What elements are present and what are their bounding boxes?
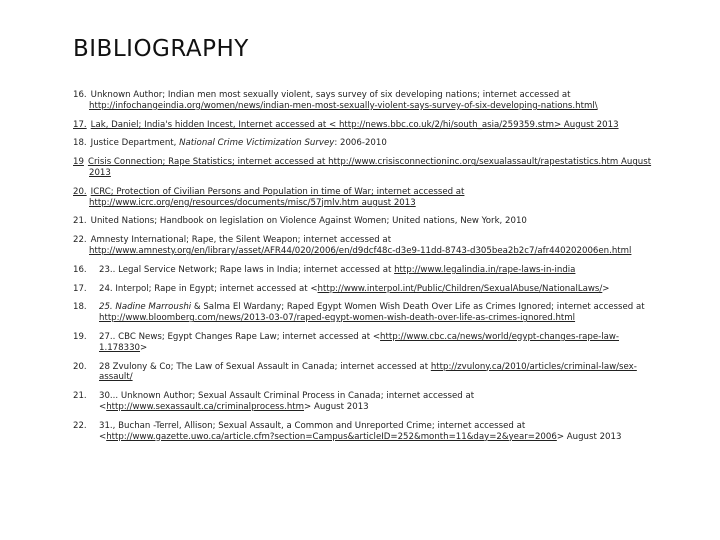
entry-link[interactable]: http://www.bloomberg.com/news/2013-03-07/raped-egypt-women-wish-death-over-life-as-crimes-ignored.html	[99, 313, 576, 324]
entry-text: United Nations; Handbook on legislation on Violence Against Women; United nations, New York, 2010	[90, 216, 527, 227]
entry-text: Justice Department,	[90, 138, 180, 149]
entry-link[interactable]: http://www.icrc.org/eng/resources/documents/misc/57jmlv.htm	[89, 197, 359, 208]
bibliography-entry	[73, 138, 663, 149]
entry-text: 23.. Legal Service Network; Rape laws in India; internet accessed at	[99, 264, 395, 275]
bibliography-entry	[73, 90, 663, 112]
bibliography-entry	[73, 157, 663, 179]
entry-text: & Salma El Wardany; Raped Egypt Women Wish Death Over Life as Crimes Ignored; internet accessed at	[191, 302, 645, 313]
page-title: BIBLIOGRAPHY	[73, 36, 249, 62]
entry-text: ICRC; Protection of Civilian Persons and Population in time of War; internet accessed at	[90, 186, 465, 197]
entry-link[interactable]: http://www.gazette.uwo.ca/article.cfm?section=Campus&articleID=252&month=11&day=2&year=2006	[106, 431, 557, 442]
entry-number: 18.	[73, 138, 87, 149]
entry-text: Amnesty International; Rape, the Silent Weapon; internet accessed at	[90, 235, 392, 246]
bibliography-entry	[73, 391, 663, 413]
bibliography-entry	[73, 265, 663, 276]
entry-text: : 2006-2010	[334, 138, 387, 149]
entry-text: > August 2013	[556, 431, 622, 442]
entry-link[interactable]: http://www.crisisconnectioninc.org/sexualassault/rapestatistics.htm	[328, 157, 619, 168]
entry-number: 16.	[73, 264, 87, 275]
entry-link[interactable]: http://infochangeindia.org/women/news/indian-men-most-sexually-violent-says-survey-of-six-developing-nations.html\	[89, 100, 598, 111]
entry-number: 17.	[73, 119, 87, 130]
bibliography-entry	[73, 362, 663, 384]
entry-text: 30... Unknown Author; Sexual Assault Criminal Process in Canada; internet accessed at <	[99, 391, 475, 412]
entry-number: 22.	[73, 420, 87, 431]
entry-text: 28 Zvulony & Co; The Law of Sexual Assault in Canada; internet accessed at	[99, 361, 431, 372]
bibliography-entry	[73, 302, 663, 324]
entry-italic-text: Nadine Marroushi	[115, 302, 192, 313]
entry-text: Lak, Daniel; India's hidden Incest, Internet accessed at <	[90, 119, 339, 130]
entry-number: 20.	[73, 361, 87, 372]
bibliography-entry	[73, 216, 663, 227]
entry-text: >	[602, 283, 610, 294]
entry-text: August 2013	[89, 157, 652, 178]
entry-number: 16.	[73, 90, 87, 100]
entry-text: august 2013	[358, 197, 416, 208]
entry-link[interactable]: http://www.cbc.ca/news/world/egypt-changes-rape-law-1.178330	[99, 331, 620, 353]
entry-text: Crisis Connection; Rape Statistics; internet accessed at	[87, 157, 329, 168]
entry-text: > August 2013	[553, 119, 619, 130]
entry-text: 31., Buchan -Terrel, Allison; Sexual Assault, a Common and Unreported Crime; internet accessed at <	[99, 420, 526, 442]
entry-number: 22.	[73, 235, 87, 246]
entry-number: 21.	[73, 391, 87, 402]
entry-link[interactable]: http://www.interpol.int/Public/Children/SexualAbuse/NationalLaws/	[317, 283, 603, 294]
entry-number: 20.	[73, 186, 87, 197]
bibliography-entry	[73, 421, 663, 443]
entry-number: 19	[73, 157, 84, 168]
bibliography-list	[73, 90, 663, 450]
entry-text: >	[140, 342, 148, 353]
entry-link[interactable]: http://zvulony.ca/2010/articles/criminal-law/sex-assault/	[99, 361, 637, 383]
bibliography-entry	[73, 120, 663, 131]
entry-text: 27.. CBC News; Egypt Changes Rape Law; internet accessed at <	[99, 331, 381, 342]
entry-italic-text: 25.	[99, 302, 116, 313]
entry-text: > August 2013	[304, 401, 369, 412]
bibliography-entry	[73, 284, 663, 295]
entry-link[interactable]: http://www.amnesty.org/en/library/asset/AFR44/020/2006/en/d9dcf48c-d3e9-11dd-8743-d305bea2b2c7/afr440202006en.html	[89, 245, 632, 256]
entry-text: Unknown Author; Indian men most sexually violent, says survey of six developing nations; internet accessed at	[90, 90, 571, 100]
entry-link[interactable]: http://news.bbc.co.uk/2/hi/south_asia/259359.stm	[338, 119, 554, 130]
bibliography-entry	[73, 187, 663, 209]
entry-link[interactable]: http://www.legalindia.in/rape-laws-in-india	[394, 264, 576, 275]
bibliography-entry	[73, 332, 663, 354]
entry-text: 24. Interpol; Rape in Egypt; internet accessed at <	[99, 283, 318, 294]
entry-italic-text: National Crime Victimization Survey	[179, 138, 335, 149]
entry-number: 17.	[73, 283, 87, 294]
entry-number: 19.	[73, 331, 87, 342]
entry-number: 18.	[73, 302, 87, 313]
bibliography-entry	[73, 235, 663, 257]
entry-link[interactable]: http://www.sexassault.ca/criminalprocess.htm	[106, 401, 305, 412]
entry-number: 21.	[73, 216, 87, 227]
